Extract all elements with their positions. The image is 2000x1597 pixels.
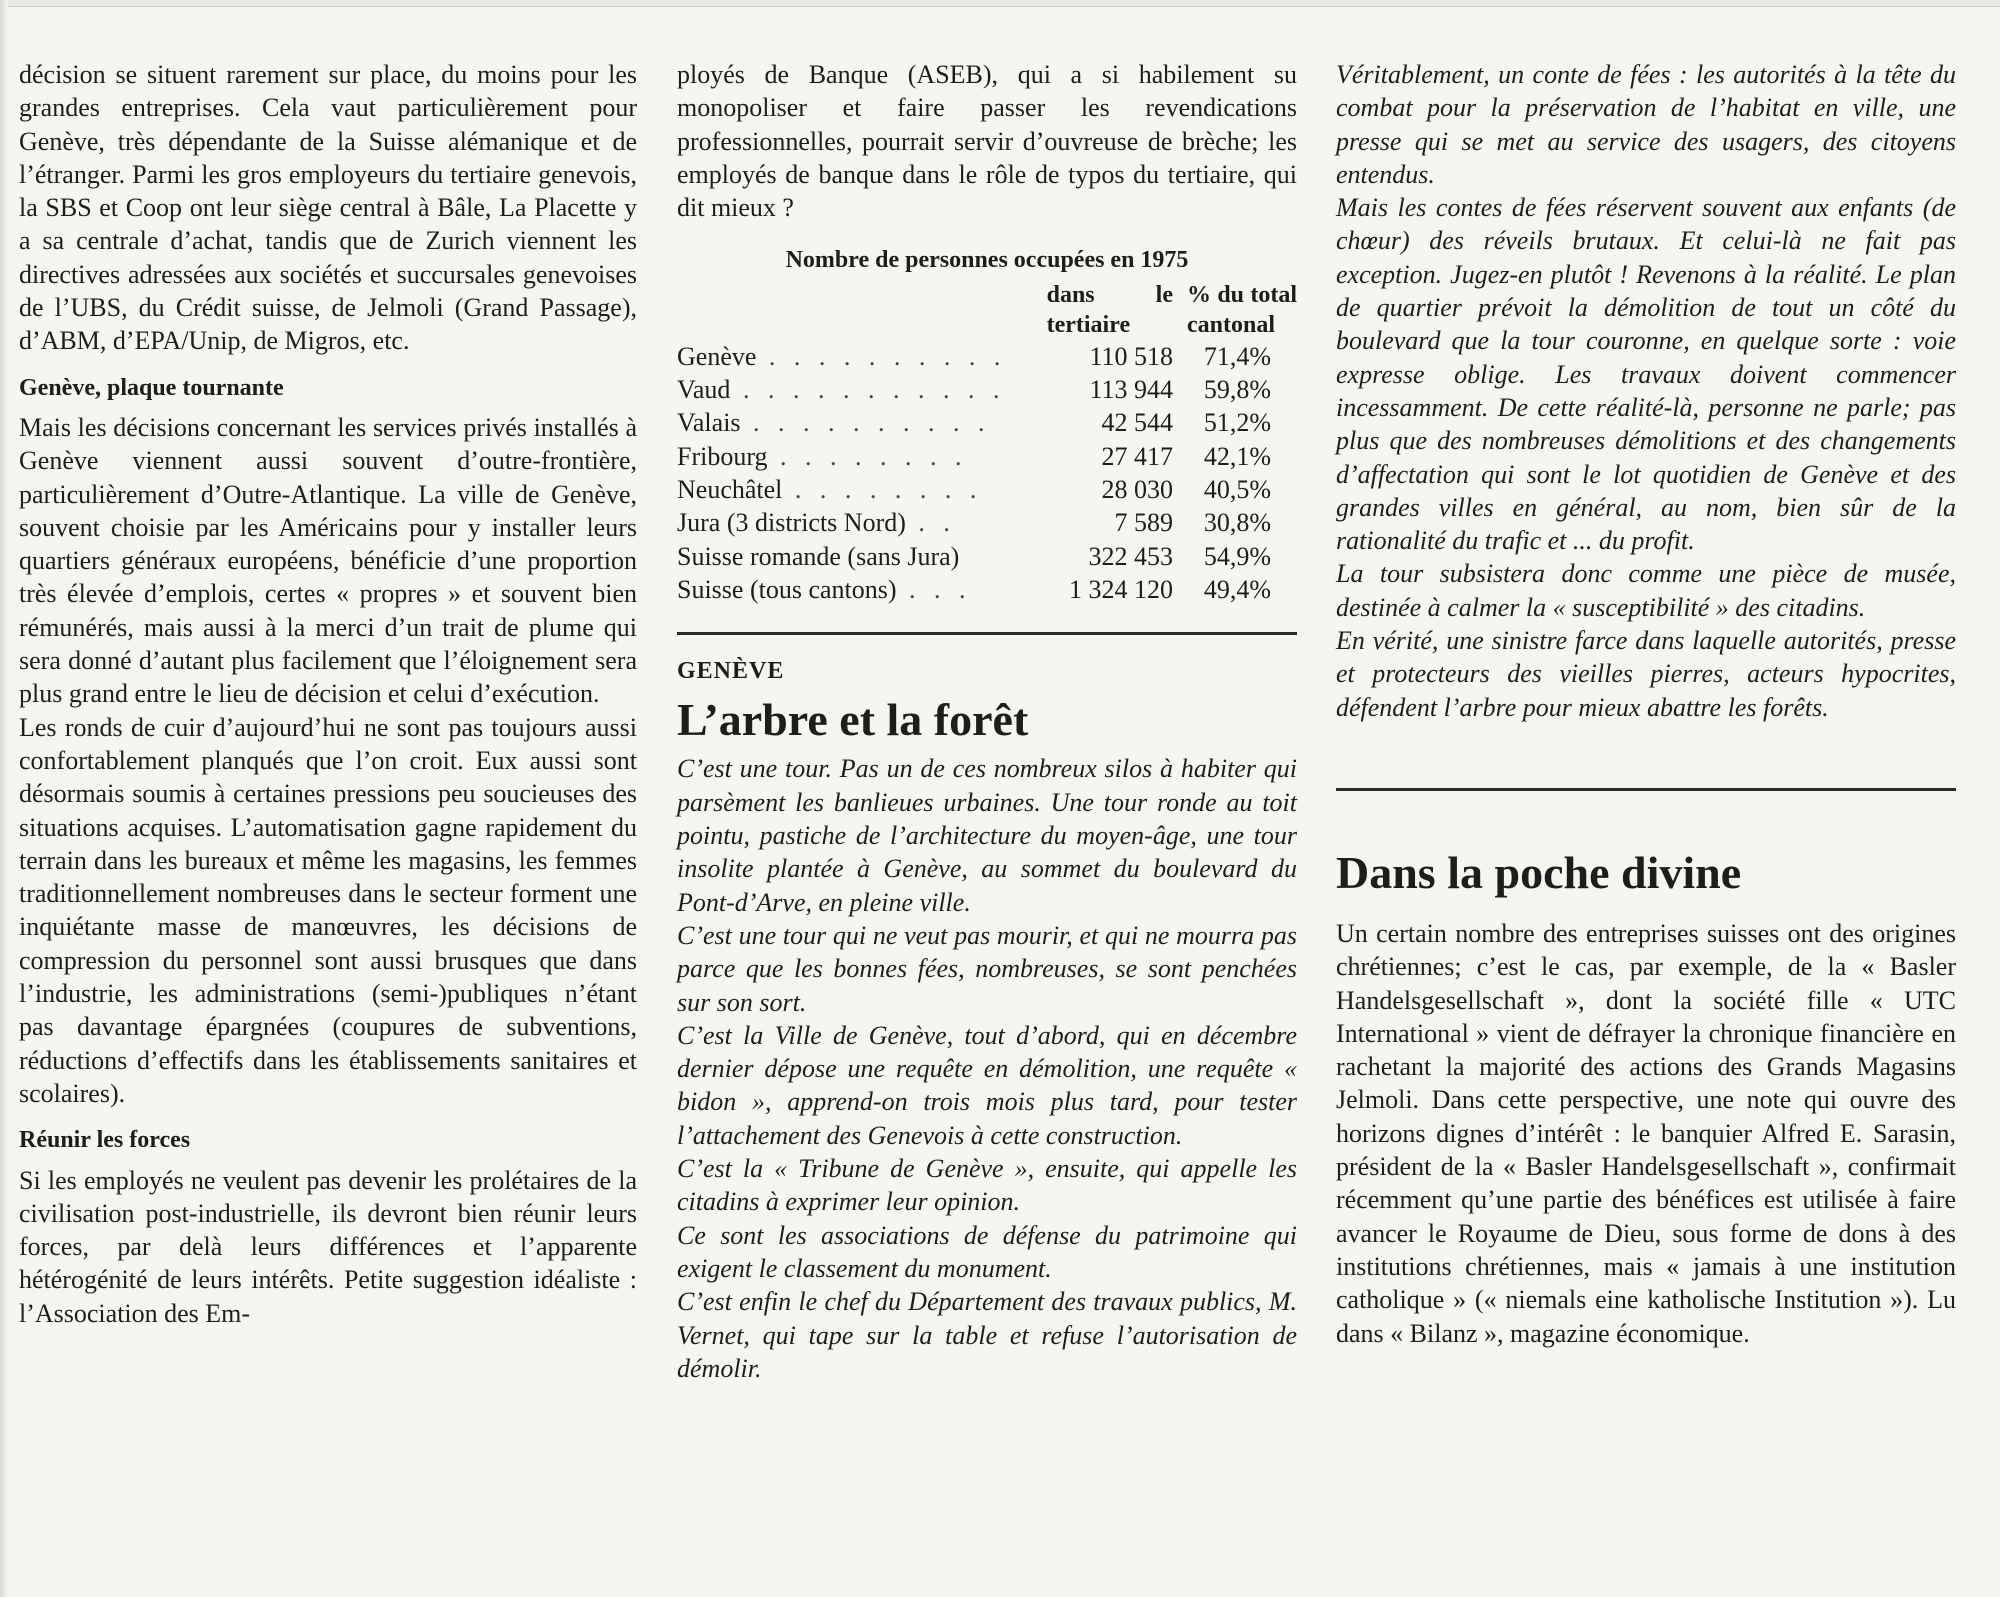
stats-header-pct: % du total cantonal [1186, 281, 1297, 338]
stats-canton-name: Valais [677, 408, 741, 438]
spacer [677, 224, 1297, 244]
col3-italic-3: La tour subsistera donc comme une pièce de musée, destinée à calmer la « susceptibilité » des citadins. [1336, 559, 1956, 622]
stats-row-canton [677, 540, 1037, 573]
col1-paragraph-1: décision se situent rarement sur place, du moins pour les grandes entreprises. Cela vaut particulièrement pour Genève, très dépendante de la Suisse alémanique et de l’étranger. Parmi les gros employeurs du tertiaire genevois, la SBS et Coop ont leur siège central à Bâle, La Placette y a sa centrale d’achat, tandis que de Zurich viennent les directives adressées aux sociétés et succursales genevoises de l’UBS, du Crédit suisse, de Jelmoli (Grand Passage), d’ABM, d’EPA/Unip, de Migros, etc. [19, 60, 637, 356]
stats-row-pct: 42,1% [1203, 441, 1271, 471]
stats-table-title: Nombre de personnes occupées en 1975 [785, 247, 1189, 274]
subheading-geneve-plaque-tournante: Genève, plaque tournante [19, 374, 284, 401]
stats-leader-dots: . . . . . . . . [767, 441, 968, 471]
stats-row-canton [677, 573, 1037, 606]
stats-row-tertiaire: 27 417 [1101, 441, 1173, 471]
stats-row [677, 540, 1297, 573]
spacer [677, 606, 1297, 632]
col2-italic-6: C’est enfin le chef du Département des travaux publics, M. Vernet, qui tape sur la table et refuse l’autorisation de démolir. [677, 1287, 1297, 1383]
stats-row-pct: 59,8% [1203, 375, 1271, 405]
stats-canton-name: Neuchâtel [677, 474, 783, 504]
col3-italic-1: Véritablement, un conte de fées : les autorités à la tête du combat pour la préservation de l’habitat en ville, une presse qui se met au service des usagers, des citoyens entendus. [1336, 60, 1956, 189]
stats-row-tertiaire: 7 589 [1114, 508, 1173, 538]
stats-leader-dots: . . . . . . . . . . . [730, 375, 1006, 405]
stats-row [677, 406, 1297, 439]
stats-row-tertiaire: 113 944 [1089, 375, 1173, 405]
col2-italic-1: C’est une tour. Pas un de ces nombreux silos à habiter qui parsèment les banlieues urbaines. Une tour ronde au toit pointu, pastiche de l’architecture du moyen-âge, une tour insolite plantée à Genève, au sommet du boulevard du Pont-d’Arve, en pleine ville. [677, 754, 1297, 917]
column-1 [19, 58, 637, 1330]
stats-row-canton [677, 506, 1037, 539]
stats-row-tertiaire: 322 453 [1088, 541, 1173, 571]
col1-paragraph-2: Mais les décisions concernant les services privés installés à Genève viennent aussi souvent d’outre-frontière, particulièrement d’Outre-Atlantique. La ville de Genève, souvent choisie par les Américains pour y installer leurs quartiers généraux européens, bénéficie d’une proportion très élevée d’emplois, certes « propres » et souvent bien rémunérés, mais aussi à la merci d’un trait de plume qui sera donné d’autant plus facilement que l’éloignement sera plus grand entre le lieu de décision et celui d’exécution. [19, 412, 637, 709]
col1-paragraph-3: Les ronds de cuir d’aujourd’hui ne sont pas toujours aussi confortablement planqués que l’on croit. Eux aussi sont désormais soumis à certaines pressions peu soucieuses des situations acquises. L’automatisation gagne rapidement du terrain dans les bureaux et même les magasins, les femmes traditionnellement nombreuses dans le secteur forment une inquiétante masse de manœuvres, les décisions de compression du personnel sont aussi brusques que dans l’industrie, les administrations (semi-)publiques n’étant pas davantage épargnées (coupures de subventions, réductions d’effectifs dans les établissements sanitaires et scolaires). [19, 712, 637, 1108]
stats-row-pct: 49,4% [1203, 574, 1271, 604]
col2-italic-5: Ce sont les associations de défense du patrimoine qui exigent le classement du monument. [677, 1220, 1297, 1283]
stats-row-pct: 51,2% [1203, 408, 1271, 438]
employment-stats-table [677, 280, 1297, 606]
stats-leader-dots: . . . . . . . . . . [740, 408, 991, 438]
col3-italic-2: Mais les contes de fées réservent souvent aux enfants (de chœur) des réveils brutaux. Et celui-là ne fait pas exception. Jugez-en plutôt ! Revenons à la réalité. Le plan de quartier prévoit la démolition de tout un côté du boulevard que la tour couronne, en quelque sorte : voie expresse oblige. Les travaux doivent commencer incessamment. De cette réalité-là, personne ne parle; pas plus que des nombreuses démolitions et des changements d’affectation qui sont le lot quotidien de Genève et des grandes villes en général, au nom, bien sûr de la rationalité du trafic et ... du profit. [1336, 193, 1956, 556]
stats-row [677, 573, 1297, 606]
subheading-reunir-les-forces: Réunir les forces [19, 1127, 191, 1154]
spacer [677, 635, 1297, 655]
section-kicker: GENÈVE [677, 658, 785, 685]
stats-leader-dots: . . [905, 508, 956, 538]
stats-row-pct: 30,8% [1203, 508, 1271, 538]
col2-italic-3: C’est la Ville de Genève, tout d’abord, qui en décembre dernier dépose une requête en démolition, une requête « bidon », apprend-on trois mois plus tard, pour tester l’attachement des Genevois à cette construction. [677, 1020, 1297, 1150]
column-3 [1336, 58, 1956, 1350]
stats-row-pct: 54,9% [1203, 541, 1271, 571]
stats-canton-name: Jura (3 districts Nord) [677, 508, 906, 538]
col2-italic-4: C’est la « Tribune de Genève », ensuite, qui appelle les citadins à exprimer leur opinion. [677, 1154, 1297, 1217]
col3-paragraph-1: Un certain nombre des entreprises suisses ont des origines chrétiennes; c’est le cas, par exemple, de la « Basler Handelsgesellschaft », dont la société fille « UTC International » vient de défrayer la chronique financière en rachetant la majorité des actions des Grands Magasins Jelmoli. Dans cette perspective, une note qui ouvre des horizons dignes d’intérêt : le banquier Alfred E. Sarasin, président de la « Basler Handelsgesellschaft », confirmait récemment qu’une partie des bénéfices est utilisée à faire avancer le Royaume de Dieu, sous forme de dons à des institutions chrétiennes, mais « jamais à une institution catholique » (« niemals eine katholische Institution »). Lu dans « Bilanz », magazine économique. [1336, 918, 1956, 1348]
col2-italic-2: C’est une tour qui ne veut pas mourir, et qui ne mourra pas parce que les bonnes fées, nombreuses, se sont penchées sur son sort. [677, 920, 1297, 1017]
page-left-edge [0, 0, 8, 1597]
stats-row-canton [677, 373, 1037, 406]
col2-paragraph-1: ployés de Banque (ASEB), qui a si habilement su monopoliser et faire passer les revendications professionnelles, pourrait servir d’ouvreuse de brèche; les employés de banque dans le rôle de typos du tertiaire, qui dit mieux ? [677, 60, 1297, 223]
stats-leader-dots: . . . . . . . . [782, 474, 983, 504]
stats-row-canton [677, 473, 1037, 506]
stats-header-row [677, 280, 1297, 340]
stats-row-pct: 40,5% [1203, 474, 1271, 504]
stats-canton-name: Suisse (tous cantons) [677, 574, 897, 604]
stats-header-tertiaire: dans le tertiaire [1046, 281, 1173, 338]
stats-leader-dots: . . . [896, 574, 972, 604]
col3-italic-4: En vérité, une sinistre farce dans laquelle autorités, presse et protecteurs des vieilles pierres, acteurs hypocrites, défendent l’arbre pour mieux abattre les forêts. [1336, 626, 1956, 722]
col1-paragraph-4: Si les employés ne veulent pas devenir les prolétaires de la civilisation post-industrielle, ils devront bien réunir leurs forces, par delà leurs différences et l’apparente hétérogénité de leurs intérêts. Petite suggestion idéaliste : l’Association des Em- [19, 1165, 637, 1328]
headline-arbre-foret: L’arbre et la forêt [677, 694, 1029, 746]
stats-body [677, 340, 1297, 606]
stats-row-canton [677, 406, 1037, 439]
page-top-edge [0, 0, 2000, 7]
column-2 [677, 58, 1297, 1385]
stats-row-tertiaire: 110 518 [1089, 341, 1173, 371]
spacer [1336, 724, 1956, 788]
stats-row-tertiaire: 1 324 120 [1068, 574, 1173, 604]
stats-row-canton [677, 340, 1037, 373]
stats-leader-dots: . . . . . . . . . . [756, 341, 1007, 371]
stats-row-tertiaire: 42 544 [1101, 408, 1173, 438]
spacer [1336, 791, 1956, 841]
stats-row [677, 440, 1297, 473]
stats-row [677, 506, 1297, 539]
stats-row-canton [677, 440, 1037, 473]
stats-canton-name: Genève [677, 341, 757, 371]
stats-canton-name: Vaud [677, 375, 731, 405]
stats-canton-name: Suisse romande (sans Jura) [677, 541, 960, 571]
stats-header-blank [677, 280, 1037, 340]
stats-row [677, 373, 1297, 406]
stats-row-pct: 71,4% [1203, 341, 1271, 371]
stats-row-tertiaire: 28 030 [1101, 474, 1173, 504]
stats-row [677, 340, 1297, 373]
stats-canton-name: Fribourg [677, 441, 768, 471]
headline-poche-divine: Dans la poche divine [1336, 846, 1742, 898]
stats-row [677, 473, 1297, 506]
